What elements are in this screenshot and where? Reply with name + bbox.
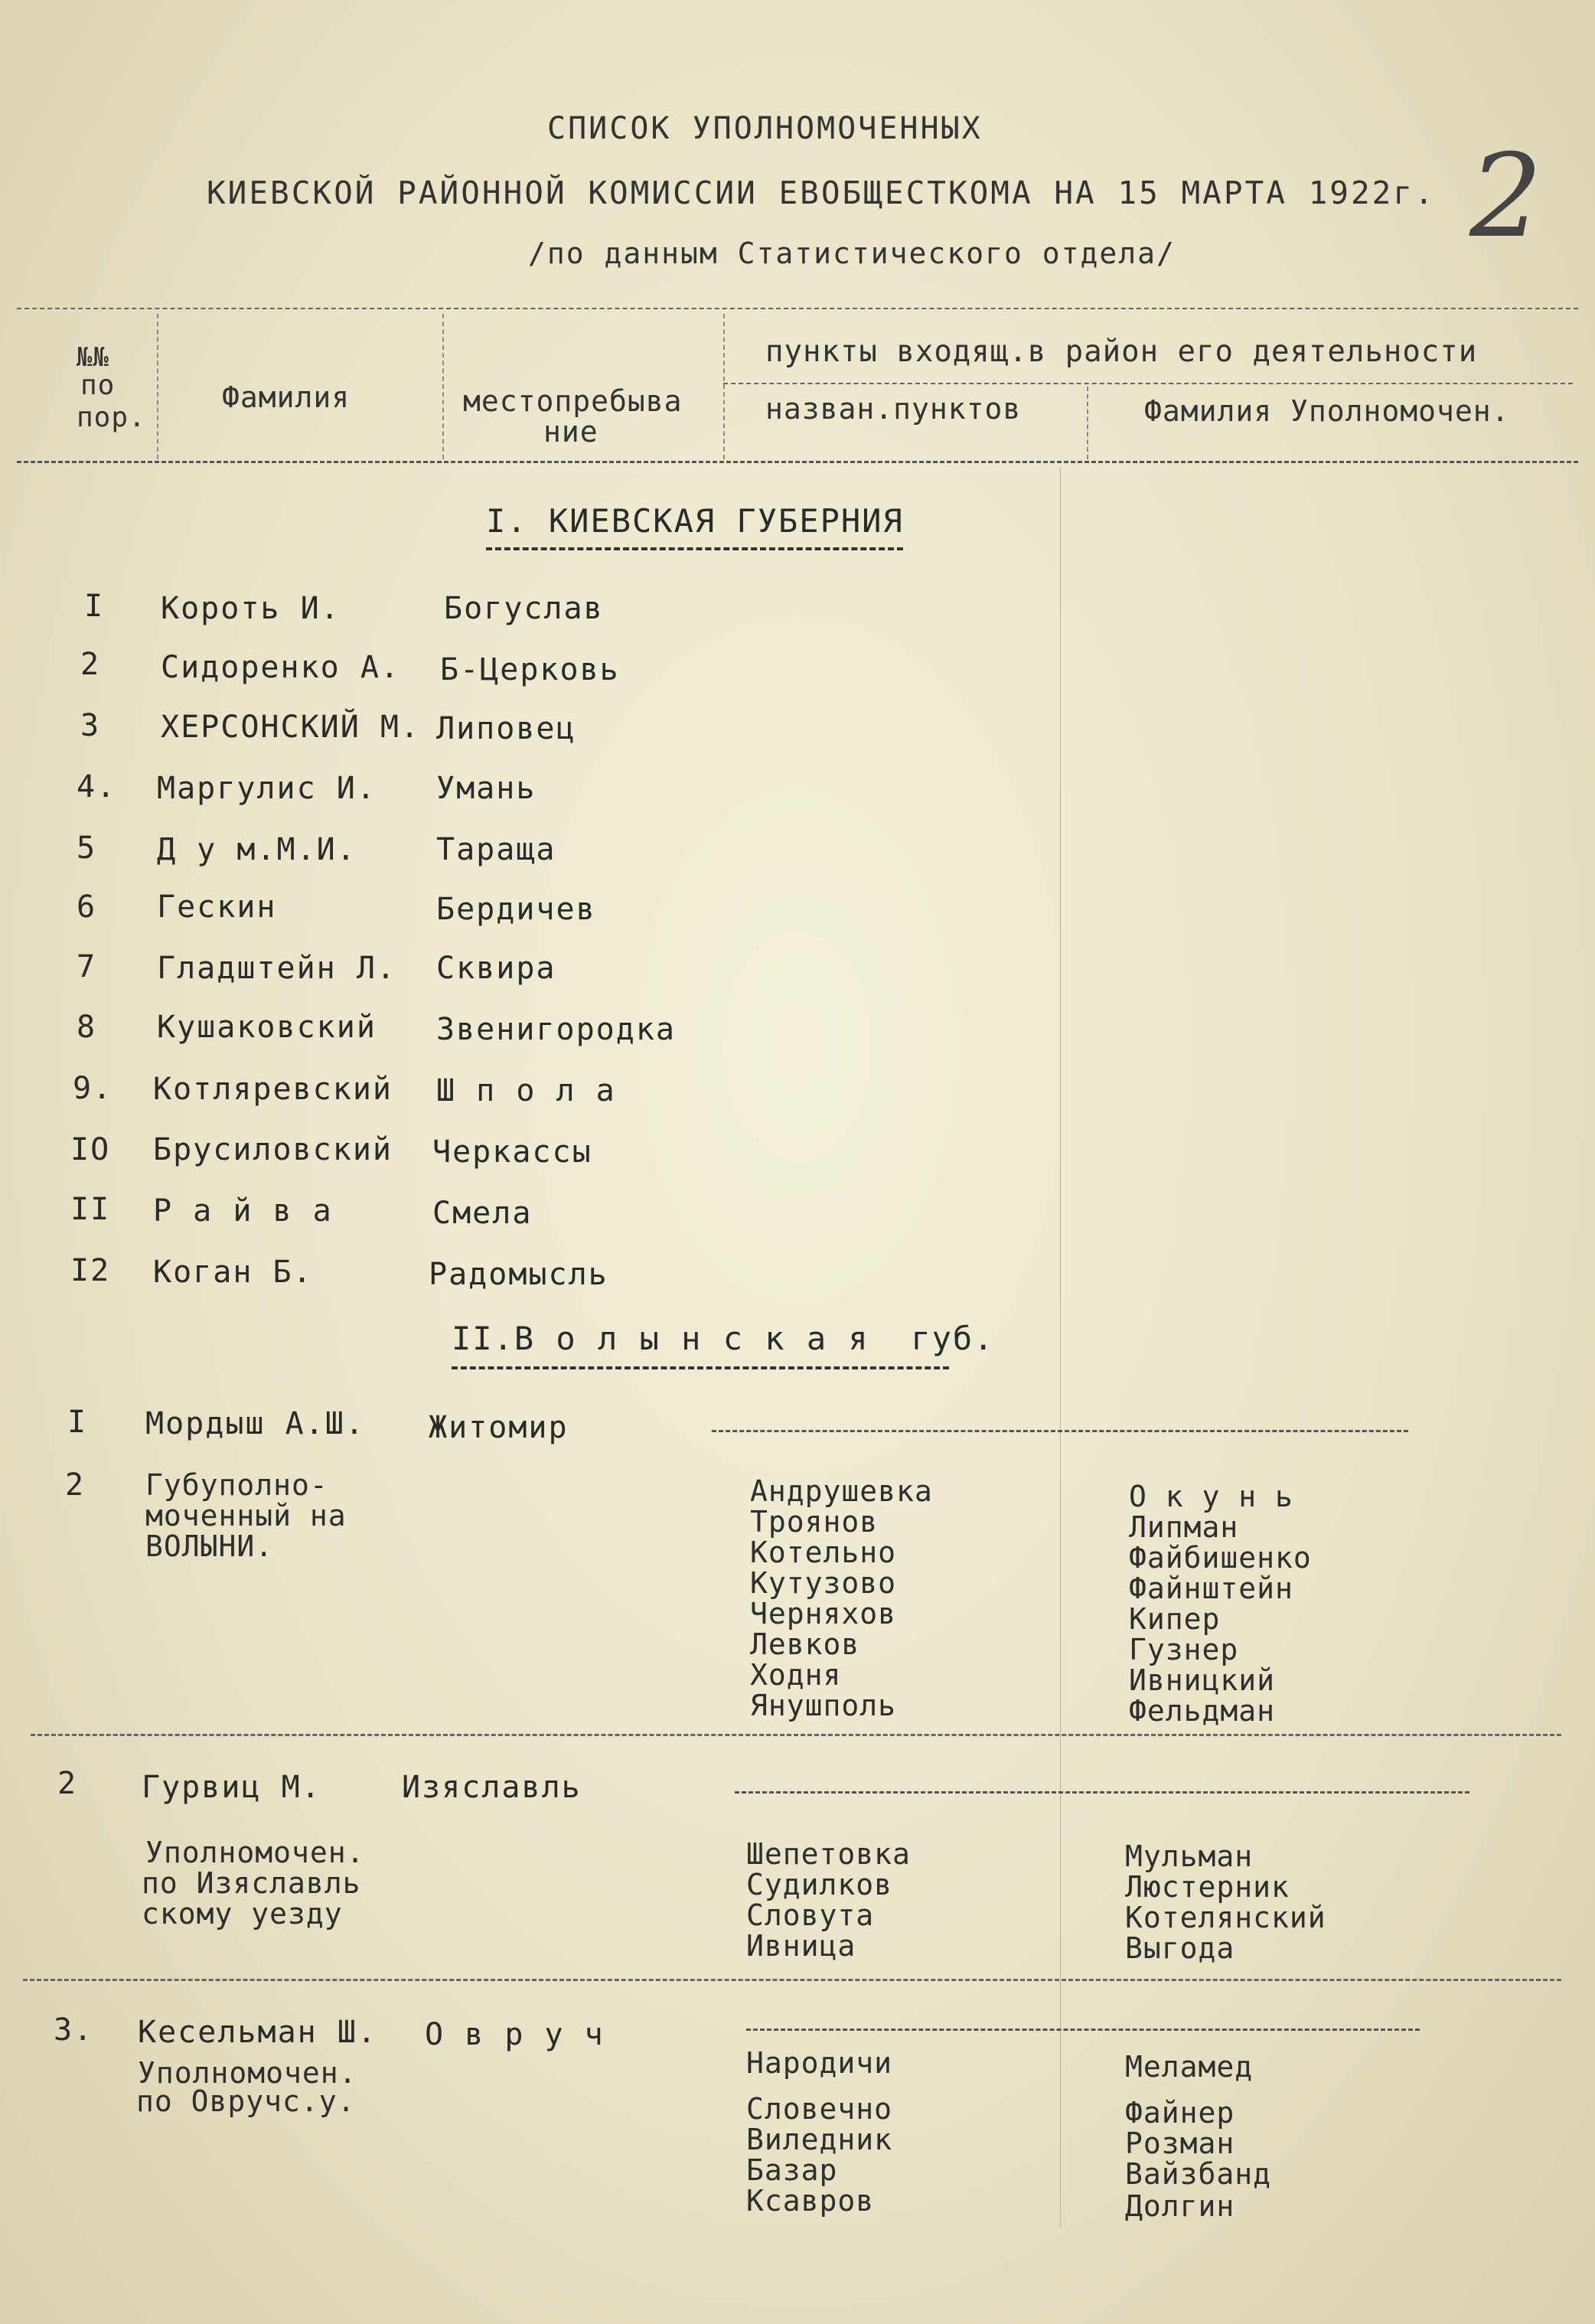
point-name: Народичи [746, 2046, 893, 2080]
column-header-location-1: местопребыва [463, 384, 683, 418]
row-number: 2 [65, 1467, 86, 1503]
row-surname: Мордыш А.Ш. [145, 1406, 365, 1441]
row-place: Липовец [436, 711, 576, 746]
row-place: Звенигородка [436, 1012, 676, 1047]
document-source-note: /по данным Статистического отдела/ [528, 237, 1176, 270]
header-bottom-rule [17, 461, 1578, 463]
row-surname: Брусиловский [153, 1132, 393, 1167]
column-header-number-2: по [80, 370, 116, 401]
row-surname: Д у м.М.И. [157, 832, 357, 867]
point-name: Словечно [746, 2092, 893, 2126]
row-number: II [70, 1192, 111, 1227]
column-header-group: пункты входящ.в район его деятельности [765, 335, 1478, 369]
row-surname: Кушаковский [157, 1010, 377, 1045]
agent-name: Меламед [1125, 2050, 1254, 2084]
handwritten-page-number: 2 [1469, 130, 1543, 263]
point-name: Судилков [746, 1868, 893, 1901]
agent-name: Ивницкий [1129, 1663, 1276, 1697]
column-divider-1 [157, 314, 158, 459]
point-name: Виледник [746, 2123, 893, 2156]
row-place: О в р у ч [425, 2017, 605, 2052]
row-subtitle-line: Уполномочен. [145, 1836, 365, 1869]
agent-name: Файнштейн [1129, 1572, 1293, 1605]
column-divider-2 [442, 314, 444, 459]
row-place: Черкассы [432, 1134, 592, 1170]
row-place: Тараща [436, 832, 556, 867]
row-number: I2 [70, 1253, 111, 1288]
row-surname: Гурвиц М. [142, 1770, 321, 1805]
row-place: Б-Церковь [440, 652, 620, 687]
point-name: Ивница [746, 1929, 856, 1963]
point-name: Котельно [750, 1536, 897, 1569]
section-title: II.В о л ы н с к а я губ. [452, 1320, 995, 1357]
agent-name: Липман [1129, 1510, 1239, 1544]
agent-name: Долгин [1125, 2189, 1235, 2223]
row-number: 4. [77, 769, 117, 805]
header-group-rule [723, 383, 1573, 384]
row-place: Ш п о л а [436, 1073, 616, 1108]
column-header-surname: Фамилия [222, 380, 351, 414]
section-title: I. КИЕВСКАЯ ГУБЕРНИЯ [486, 502, 904, 540]
point-name: Троянов [750, 1505, 879, 1539]
row-surname: Гескин [157, 889, 277, 925]
agent-name: Выгода [1125, 1931, 1235, 1965]
row-place: Бердичев [436, 892, 596, 927]
row-place: Житомир [429, 1410, 569, 1445]
row-number: 3 [80, 708, 101, 743]
row-number: 5 [77, 831, 97, 866]
column-divider-4 [1087, 387, 1088, 459]
agent-name: Кипер [1129, 1602, 1221, 1636]
point-name: Кутузово [750, 1566, 897, 1600]
point-name: Янушполь [750, 1689, 897, 1722]
row-surname: Котляревский [153, 1072, 393, 1107]
row-place: Смела [432, 1196, 533, 1231]
point-name: Словута [746, 1898, 875, 1932]
agent-name: Фельдман [1129, 1694, 1276, 1728]
agent-name: Файбишенко [1129, 1541, 1312, 1575]
row-place: Богуслав [444, 591, 604, 626]
row-surname: Коган Б. [153, 1255, 313, 1290]
row-place: Умань [436, 771, 537, 806]
row-separator [31, 1734, 1561, 1736]
point-name: Ходня [750, 1658, 842, 1692]
point-name: Базар [746, 2153, 838, 2187]
row-number: 7 [77, 949, 97, 984]
row-place: Сквира [436, 951, 556, 986]
point-name: Черняхов [750, 1597, 897, 1630]
row-surname-line: Губуполно- [145, 1468, 328, 1502]
document-title: СПИСОК УПОЛНОМОЧЕННЫХ [547, 111, 983, 146]
document-subtitle: КИЕВСКОЙ РАЙОННОЙ КОМИССИИ ЕВОБЩЕСТКОМА НА 15 МАРТА 1922г. [207, 175, 1436, 211]
row-surname: Гладштейн Л. [157, 951, 396, 986]
row-surname-line: ВОЛЫНИ. [145, 1529, 274, 1563]
column-header-points: назван.пунктов [765, 392, 1022, 426]
row-surname: Р а й в а [153, 1193, 333, 1229]
row-number: 9. [73, 1071, 113, 1106]
row-subtitle-line: Уполномочен. [138, 2056, 357, 2090]
row-number: 8 [77, 1010, 97, 1045]
empty-entry-dashes [712, 1430, 1408, 1432]
agent-name: Вайзбанд [1125, 2157, 1272, 2191]
column-header-agent: Фамилия Уполномочен. [1144, 394, 1510, 428]
agent-name: Файнер [1125, 2096, 1235, 2130]
row-place: Изяславль [402, 1770, 582, 1805]
agent-name: Розман [1125, 2127, 1235, 2160]
row-surname: Короть И. [161, 591, 341, 626]
agent-name: О к у н ь [1129, 1480, 1293, 1513]
row-number: 2 [57, 1766, 78, 1801]
agent-name: Котелянский [1125, 1901, 1326, 1934]
column-header-location-2: ние [543, 415, 599, 449]
agent-name: Гузнер [1129, 1633, 1239, 1666]
row-separator [23, 1979, 1561, 1981]
row-number: I [67, 1405, 88, 1440]
column-divider-3 [723, 314, 725, 459]
row-subtitle-line: по Изяславль [142, 1866, 361, 1900]
row-number: 6 [77, 889, 97, 925]
empty-entry-dashes [746, 2029, 1420, 2031]
column-divider-long [1060, 467, 1061, 2228]
row-surname: Сидоренко А. [161, 650, 400, 685]
section-title-underline [486, 547, 903, 550]
column-header-number-1: №№ [77, 342, 109, 373]
row-surname: ХЕРСОНСКИЙ М. [161, 710, 421, 745]
point-name: Шепетовка [746, 1837, 911, 1871]
column-header-number-3: пор. [77, 402, 146, 433]
point-name: Андрушевка [750, 1474, 933, 1508]
header-top-rule [17, 308, 1578, 309]
point-name: Ксавров [746, 2184, 875, 2218]
point-name: Левков [750, 1627, 860, 1661]
row-number: 2 [80, 647, 101, 682]
row-surname-line: моченный на [145, 1499, 347, 1532]
row-number: I [84, 589, 105, 624]
row-number: 3. [54, 2012, 94, 2048]
empty-entry-dashes [735, 1791, 1469, 1794]
row-place: Радомысль [429, 1257, 608, 1292]
row-subtitle-line: скому уезду [142, 1897, 343, 1931]
row-surname: Кесельман Ш. [138, 2015, 377, 2050]
row-surname: Маргулис И. [157, 771, 377, 806]
row-subtitle-line: по Овручс.у. [136, 2084, 356, 2118]
row-number: IO [70, 1132, 111, 1167]
agent-name: Мульман [1125, 1839, 1254, 1873]
agent-name: Люстерник [1125, 1870, 1290, 1904]
section-title-underline [452, 1366, 949, 1369]
